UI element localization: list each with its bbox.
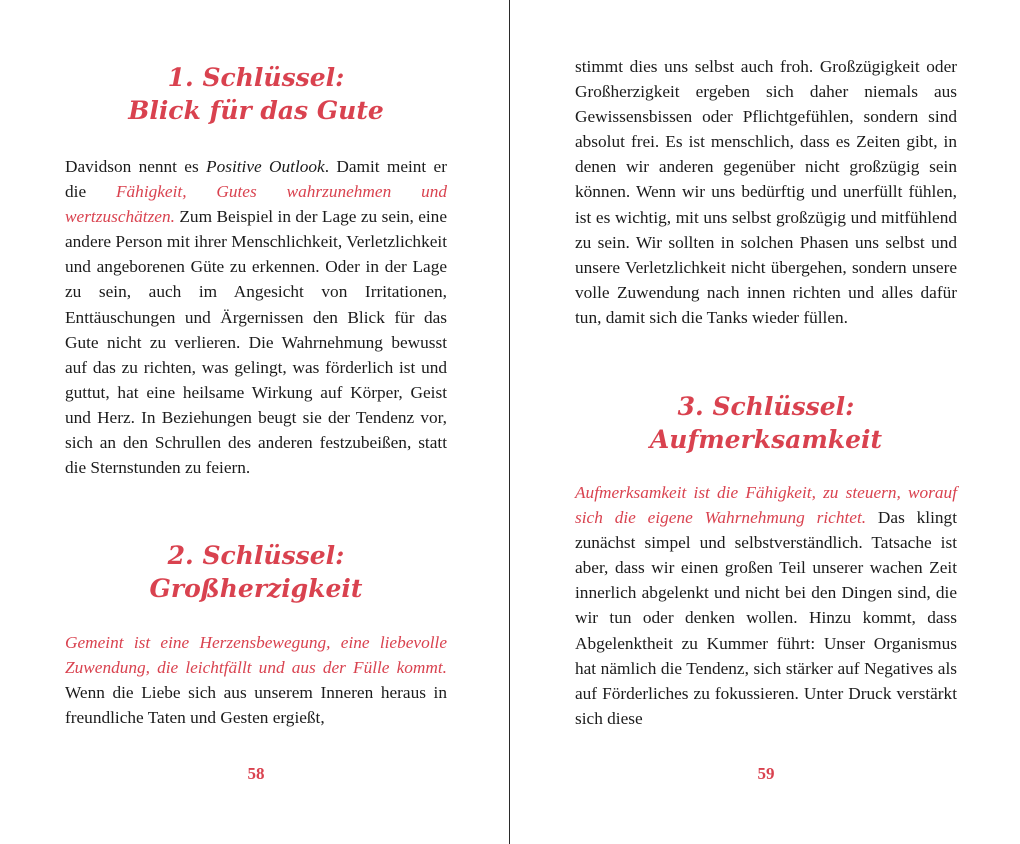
- heading-2-line1: 2. Schlüssel:: [167, 541, 345, 570]
- page-number-left: 58: [247, 764, 265, 783]
- heading-1-line1: 1. Schlüssel:: [167, 63, 345, 92]
- paragraph-1-part2: . Damit meint er die: [65, 157, 447, 202]
- right-page: [575, 0, 957, 844]
- paragraph-2-part1: Wenn die Liebe sich aus unserem Inneren heraus in freundliche Taten und Gesten ergießt,: [65, 683, 447, 728]
- paragraph-2-accent: Gemeint ist eine Herzensbewegung, eine liebevolle Zuwendung, die leichtfällt und aus der Fülle kommt.: [65, 633, 447, 678]
- paragraph-4: [575, 480, 957, 731]
- section-heading-1: [65, 61, 447, 127]
- heading-1-line2: Blick für das Gute: [128, 96, 384, 125]
- paragraph-1-part1: Davidson nennt es: [65, 157, 207, 176]
- paragraph-1-accent: Fähigkeit, Gutes wahrzunehmen und wertzuschätzen.: [65, 182, 447, 227]
- paragraph-4-accent: Aufmerksamkeit ist die Fähigkeit, zu steuern, worauf sich die eigene Wahrnehmung richtet.: [575, 483, 957, 528]
- heading-3-line1: 3. Schlüssel:: [677, 392, 855, 421]
- section-heading-3: [575, 390, 957, 456]
- book-gutter: [509, 0, 510, 844]
- paragraph-1-italic: Positive Outlook: [206, 157, 325, 176]
- heading-2-line2: Großherzigkeit: [149, 574, 363, 603]
- paragraph-2: [65, 630, 447, 730]
- paragraph-4-part1: Das klingt zunächst simpel und selbstverständlich. Tatsache ist aber, dass wir einen großen Teil unserer wachen Zeit innerlich abgelenkt und nicht bei den Dingen sind, die wir tun oder denken wollen. Hinzu kommt, dass Abgelenktheit zu Kummer führt: Unser Organismus hat nämlich die Tendenz, sich stärker auf Negatives als auf Förderliches zu fokussieren. Unter Druck verstärkt sich diese: [575, 508, 957, 728]
- left-page: [65, 0, 447, 844]
- paragraph-1: [65, 154, 447, 480]
- page-number-right: 59: [757, 764, 775, 783]
- paragraph-1-part3: Zum Beispiel in der Lage zu sein, eine andere Person mit ihrer Menschlichkeit, Verletzlichkeit und angeborenen Güte zu erkennen. Oder in der Lage zu sein, auch im Angesicht von Irritationen, Enttäuschungen und Ärgernissen den Blick für das Gute nicht zu verlieren. Die Wahrnehmung bewusst auf das zu richten, was gelingt, was förderlich ist und guttut, hat eine heilsame Wirkung auf Körper, Geist und Herz. In Beziehungen beugt sie der Tendenz vor, sich an den Schrullen des anderen festzubeißen, statt die Sternstunden zu feiern.: [65, 207, 447, 478]
- paragraph-3: stimmt dies uns selbst auch froh. Großzügigkeit oder Großherzigkeit ergeben sich daher niemals aus Gewissensbissen oder Pflichtgefühlen, sondern sind absolut frei. Es ist menschlich, dass es Zeiten gibt, in denen wir anderen gegenüber nicht großzügig sein können. Wenn wir uns bedürftig und unerfüllt fühlen, ist es wichtig, mit uns selbst großzügig und mitfühlend zu sein. Wir sollten in solchen Phasen uns selbst und unsere Verletzlichkeit nicht übergehen, sondern unsere volle Zuwendung nach innen richten und alles dafür tun, damit sich die Tanks wieder füllen.: [575, 57, 957, 327]
- heading-3-line2: Aufmerksamkeit: [649, 425, 883, 454]
- section-heading-2: [65, 539, 447, 605]
